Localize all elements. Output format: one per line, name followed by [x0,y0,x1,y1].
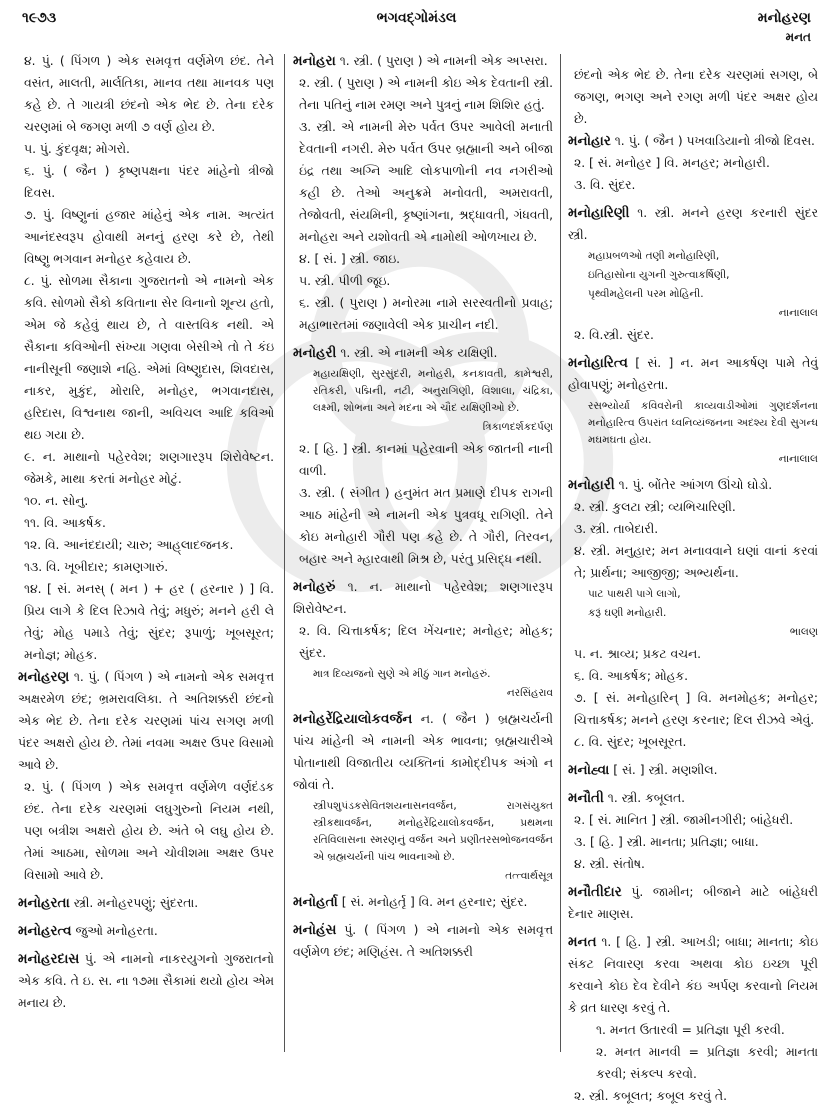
sense: ૧. સ્ત્રી. મનને હરણ કરનારી સુંદર સ્ત્રી. [568,206,818,242]
dictionary-entry [293,576,553,702]
quotation-line: પૃથ્વીમહેલની પરમ મોહિની. [588,288,704,300]
sense: ૫. પું. કુંદવૃક્ષ; મોગરો. [24,142,130,156]
headword: મનોહંસ [293,922,337,938]
guide-word-first: મનોહરણ [757,10,811,26]
dictionary-entry [568,881,818,925]
quotation: રસભ્યોર્યા કવિવરોની કાવ્યવાડીઓમાં ગુણદર્શનના મનોહારિત્વ ઉપરાંત ધ્વનિવ્યંજનના અદશ્ય દેવી સુગન્ધ મઘમઘતા હોય. [588,400,818,446]
sense: ૨. વિ. ચિત્તાકર્ષક; દિલ ખેંચનાર; મનોહર; મોહક; સુંદર. [299,624,553,660]
sense: ૮. વિ. સુંદર; ખૂબસૂરત. [574,735,687,749]
sense: પું. જામીન; બીજાને માટે બાંહેધરી દેનાર માણસ. [568,885,818,921]
page-number: ૧૯૭૩ [22,10,57,26]
sense: પું. ( પિંગળ ) એ નામનો એક સમવૃત્ત વર્ણમેળ છંદ; મણિહંસ. તે અતિશક્કરી [293,923,553,959]
column-divider [284,54,285,1052]
idiom-line: ૨. મનત માનવી = પ્રતિજ્ઞા કરવી; માનતા કરવી; સંકલ્પ કરવો. [596,1045,818,1081]
sense: ૧. પું. બોંતેર આંગળ ઊંચો ઘોડો. [618,478,773,492]
dictionary-entry [18,892,274,914]
sense: ૬. પું. ( જૈન ) કૃષ્ણપક્ષના પંદર માંહેનો ત્રીજો દિવસ. [24,164,274,200]
quotation: મહાયક્ષિણી, સુરસુંદરી, મનોહરી, કનકાવતી, કામેશ્વરી, રતિકરી, પદ્મિની, નટી, અનુરાગિણી, વિશાલા, ચંદ્રિકા, લક્ષ્મી, શોભના અને મદના એ ચૌદ યક્ષિણીઓ છે. [313,368,553,414]
sense: ૧૧. વિ. આકર્ષક. [24,516,106,530]
sense: ૧૦. ન. સોનુ. [24,494,89,508]
sense: ૨. પું. ( પિંગળ ) એક સમવૃત્ત વર્ણમેળ વર્ણદંડક છંદ. તેના દરેક ચરણમાં લઘુગુરુનો નિયમ નથી, પણ બત્રીશ અક્ષરો હોય છે. અંતે બે લઘુ હોય છે. તેમાં આઠમા, સોળમા અને ચોવીશમા અક્ષર ઉપર વિસામો આવે છે. [24,780,274,882]
sense: ન. ( જૈન ) બ્રહ્મચર્યની પાંચ માંહેની એ નામની એક ભાવના; બ્રહ્મચારીએ પોતાનાથી વિજાતીય વ્યક્તિનાં કામોદ્દીપક અંગો ન જોવાં તે. [293,712,553,792]
headword: મનોહર્તા [293,894,338,910]
column-divider [560,54,561,1052]
sense: ૨. [ સં. મનોહર ] વિ. મનહર; મનોહારી. [574,156,770,170]
sense: ૭. પું. વિષ્ણુનાં હજાર માંહેનું એક નામ. અત્યંત આનંદસ્વરૂપ હોવાથી મનનું હરણ કરે છે, તેથી વિષ્ણુ ભગવાન મનોહર કહેવાય છે. [24,208,274,266]
sense: ૧. પું. ( પિંગળ ) એ નામનો એક સમવૃત્ત અક્ષરમેળ છંદ; ભ્રમરાવલિકા. તે અતિશક્કરી છંદનો એક ભેદ છે. તેના દરેક ચરણમાં પાંચ સગણ મળી પંદર અક્ષરો હોય છે. તેમાં નવમા અક્ષર ઉપર વિસામો આવે છે. [18,670,274,772]
sense: ૩. [ હિ. ] સ્ત્રી. માનતા; પ્રતિજ્ઞા; બાધા. [574,835,759,849]
sense: ૩. સ્ત્રી. તાબેદારી. [574,522,659,536]
sense: ૨. સ્ત્રી. કુલટા સ્ત્રી; વ્યભિચારિણી. [574,500,736,514]
dictionary-entry [568,352,818,468]
dictionary-entry [568,130,818,196]
page-header [22,6,811,44]
headword: મનોહરત્વ [18,923,72,939]
quotation-source: ત્રિકાળદર્શકદર્પણ [482,421,553,433]
sense: સ્ત્રી. મનોહરપણું; સુંદરતા. [73,896,199,910]
quotation-line: ઇતિહાસોના યુગની ગુરુત્વાકર્ષિણી, [588,269,730,281]
sense: ૬. વિ. આકર્ષક; મોહક. [574,669,688,683]
sense: ૨. [ સં. માનિત ] સ્ત્રી. જામીનગીરી; બાંહેધરી. [574,813,794,827]
headword: મનોહરી [293,345,337,361]
quotation-source: નાનાલાલ [778,307,818,319]
quotation: માત્ર દિવ્યજનો સુણે એ મીઠું ગાન મનોહરું. [313,668,491,680]
sense: ૫. ન. શ્રાવ્ય; પ્રકટ વચન. [574,647,702,661]
sense: ૯. ન. માથાનો પહેરવેશ; શણગારરૂપ શિરોવેષ્ટન. જેમકે, માથા કરતાં મનોહર મોટું. [24,450,274,486]
sense: ૨. સ્ત્રી. ( પુરાણ ) એ નામની કોઇ એક દેવતાની સ્ત્રી. તેના પતિનું નામ રમણ અને પુત્રનું નામ શિશિર હતું. [299,76,553,112]
sense: ૭. [ સં. મનોહારિન્ ] વિ. મનમોહક; મનોહર; ચિત્તાકર્ષક; મનને હરણ કરનાર; દિલ રીઝવે એવું. [574,691,818,727]
dictionary-entry [568,931,818,1107]
sense: ૩. વિ. સુંદર. [574,178,636,192]
sense: ૧. [ હિ. ] સ્ત્રી. આખડી; બાધા; માનતા; કોઇ સંકટ નિવારણ કરવા અથવા કોઇ ઇચ્છા પૂરી કરવાને કોઇ દેવ દેવીને કંઇ અર્પણ કરવાનો નિયમ કે વ્રત ધારણ કરવું તે. [568,935,818,1015]
headword: મનોહરતા [18,895,70,911]
sense: ૧. સ્ત્રી. એ નામની એક યક્ષિણી. [340,346,498,360]
dictionary-entry [293,891,553,913]
sense: ૪. પું. ( પિંગળ ) એક સમવૃત્ત વર્ણમેળ છંદ. તેને વસંત, માલતી, માર્લતિકા, માનવ તથા માનવક પણ કહે છે. તે ગાયત્રી છંદનો એક ભેદ છે. તેના દરેક ચરણમાં બે જગણ મળી ૭ વર્ણ હોય છે. [24,54,274,134]
quotation-source: ભાલણ [789,626,818,638]
headword: મનૌતીદાર [568,884,622,900]
headword: મનોહ્વા [568,762,610,778]
quotation-line: મહાપ્રબળઓ તણી મનોહારિણી, [588,250,720,262]
sense: ૪. સ્ત્રી. મનુહાર; મન મનાવવાને ઘણાં વાનાં કરવાં તે; પ્રાર્થના; આજીજી; અભ્યર્થના. [574,544,818,580]
dictionary-entry [18,920,274,942]
quotation-source: તત્ત્વાર્થસૂત્ર [505,870,553,882]
dictionary-entry [293,919,553,963]
quotation-source: નાનાલાલ [778,453,818,465]
sense: ૫. સ્ત્રી. પીળી જૂઇ. [299,274,391,288]
headword: મનૌતી [568,790,604,806]
quotation-line: પાટ પાથરી પાગે લાગો, [588,588,681,600]
headword: મનોહરણ [18,669,70,685]
left-column [18,50,274,1084]
right-column [568,50,818,1103]
sense: ૧૩. વિ. ખૂબીદાર; કામણગારું. [24,560,169,574]
headword: મનોહારિણી [568,205,630,221]
sense: ૧. સ્ત્રી. કબૂલત. [607,791,686,805]
sense: ૨. સ્ત્રી. કબૂલત; કબૂલ કરવું તે. [574,1089,727,1103]
headword: મનોહારી [568,477,615,493]
sense: ૩. સ્ત્રી. ( સંગીત ) હનુમંત મત પ્રમાણે દીપક રાગની આઠ માંહેની એ નામની એક પુત્રવધૂ રાગિણી. તેને કોઇ મનોહારી ગૌરી પણ કહે છે. તે ગૌરી, તિરવન, બહાર અને મ્હારવાથી મિશ્ર છે, પરંતુ પ્રસિદ્ધ નથી. [299,486,553,566]
middle-column [293,50,553,1084]
dictionary-entry [568,787,818,875]
continuation-text: છંદનો એક ભેદ છે. તેના દરેક ચરણમાં સગણ, બે જગણ, ભગણ અને રગણ મળી પંદર અક્ષર હોય છે. [574,68,818,126]
quotation-source: નરસિંહરાવ [506,687,553,699]
sense: પું. એ નામનો નાકરયુગનો ગુજરાતનો એક કવિ. તે ઇ. સ. ના ૧૭મા સૈકામાં થયો હોય એમ મનાય છે. [18,952,274,1010]
sense: ૩. સ્ત્રી. એ નામની મેરુ પર્વત ઉપર આવેલી મનાતી દેવતાની નગરી. મેરુ પર્વત ઉપર બ્રહ્માની અને બીજા ઇંદ્ર તથા અગ્નિ આદિ લોકપાળોની નવ નગરીઓ કહી છે. તેઓ અનુક્રમે મનોવતી, અમરાવતી, તેજોવતી, સંયમિની, કૃષ્ણાંગના, શ્રદ્ધાવતી, ગંધવતી, મનોહરા અને યશોવતી એ નામોથી ઓળખાય છે. [299,120,553,244]
dictionary-entry [18,666,274,886]
idiom-line: ૧. મનત ઉતારવી = પ્રતિજ્ઞા પૂરી કરવી. [596,1023,785,1037]
sense: જુઓ મનોહરતા. [75,924,158,938]
headword: મનોહરા [293,53,336,69]
headword: મનોહારિત્વ [568,355,628,371]
sense: ૨. વિ.સ્ત્રી. સુંદર. [574,328,654,342]
headword: મનોહરેંદ્રિયાલોકવર્જન [293,711,413,727]
headword: મનોહાર [568,133,611,149]
sense: ૪. સ્ત્રી. સંતોષ. [574,857,645,871]
guide-word-last: મનત [785,30,811,44]
sense: ૧૨. વિ. આનંદદાયી; ચારુ; આહ્‌લાદજનક. [24,538,234,552]
sense: [ સં. મનોહર્તૃ ] વિ. મન હરનાર; સુંદર. [341,895,528,909]
sense: ૧. પું. ( જૈન ) પખવાડિયાનો ત્રીજો દિવસ. [614,134,815,148]
sense: ૧. ન. માથાનો પહેરવેશ; શણગારરૂપ શિરોવેષ્ટન. [293,580,553,616]
dictionary-entry [293,50,553,336]
sense: ૮. પું. સોળમા સૈકાના ગુજરાતનો એ નામનો એક કવિ. સોળમો સૈકો કવિતાના સેર વિનાનો શૂન્ય હતો, એમ જે કહેવું થાય છે, તે વાસ્તવિક નથી. એ સૈકાના કવિઓની સંખ્યા ગણવા બેસીએ તો તે કંઇ નાનીસૂની જણાશે નહિ. એમાં વિષ્ણુદાસ, શિવદાસ, નાકર, મુકુંદ, મોરારિ, મનોહર, ભગવાનદાસ, હરિદાસ, વિશ્વનાથ જાની, અવિચલ આદિ કવિઓ થઇ ગયા છે. [24,274,274,442]
dictionary-entry [568,202,818,346]
dictionary-entry [568,759,818,781]
sense: ૨. [ હિ. ] સ્ત્રી. કાનમાં પહેરવાની એક જાતની નાની વાળી. [299,442,553,478]
dictionary-entry [568,474,818,753]
sense: [ સં. ] સ્ત્રી. મણશીલ. [613,763,718,777]
quotation-line: કરૂં ઘણી મનોહારી. [588,607,667,619]
headword: મનોહરું [293,579,336,595]
sense: ૪. [ સં. ] સ્ત્રી. જાઇ. [299,252,401,266]
dictionary-entry [293,708,553,885]
sense: [ સં. ] ન. મન આકર્ષણ પામે તેવું હોવાપણું; મનોહરતા. [568,356,818,392]
sense: ૬. સ્ત્રી. ( પુરાણ ) મનોરમા નામે સરસ્વતીનો પ્રવાહ; મહાભારતમાં જણાવેલી એક પ્રાચીન નદી. [299,296,553,332]
book-title: ભગવદ્ગોમંડલ [376,10,457,26]
headword: મનોહરદાસ [18,951,80,967]
quotation: સ્ત્રીપશુપંડકસેવિતશયનાસનવર્જન, રાગસંયુક્ત સ્ત્રીકથાવર્જન, મનોહરેંદ્રિયાલોકવર્જન, પ્રથમના રતિવિલાસના સ્મરણનું વર્જન અને પ્રણીતરસભોજનવર્જન એ બ્રહ્મચર્યની પાંચ ભાવનાઓ છે. [313,800,553,863]
dictionary-entry [293,342,553,570]
sense: ૧. સ્ત્રી. ( પુરાણ ) એ નામની એક અપ્સરા. [339,54,548,68]
headword: મનત [568,934,597,950]
sense: ૧૪. [ સં. મનસ્ ( મન ) + હર ( હરનાર ) ] વિ. પ્રિય લાગે કે દિલ રિઝાવે તેવું; મધુરું; મનને હરી લે તેવું; મોહ પમાડે તેવું; સુંદર; રૂપાળું; ખૂબસૂરત; મનોજ્ઞ; મોહક. [24,582,274,662]
dictionary-entry [18,948,274,1014]
